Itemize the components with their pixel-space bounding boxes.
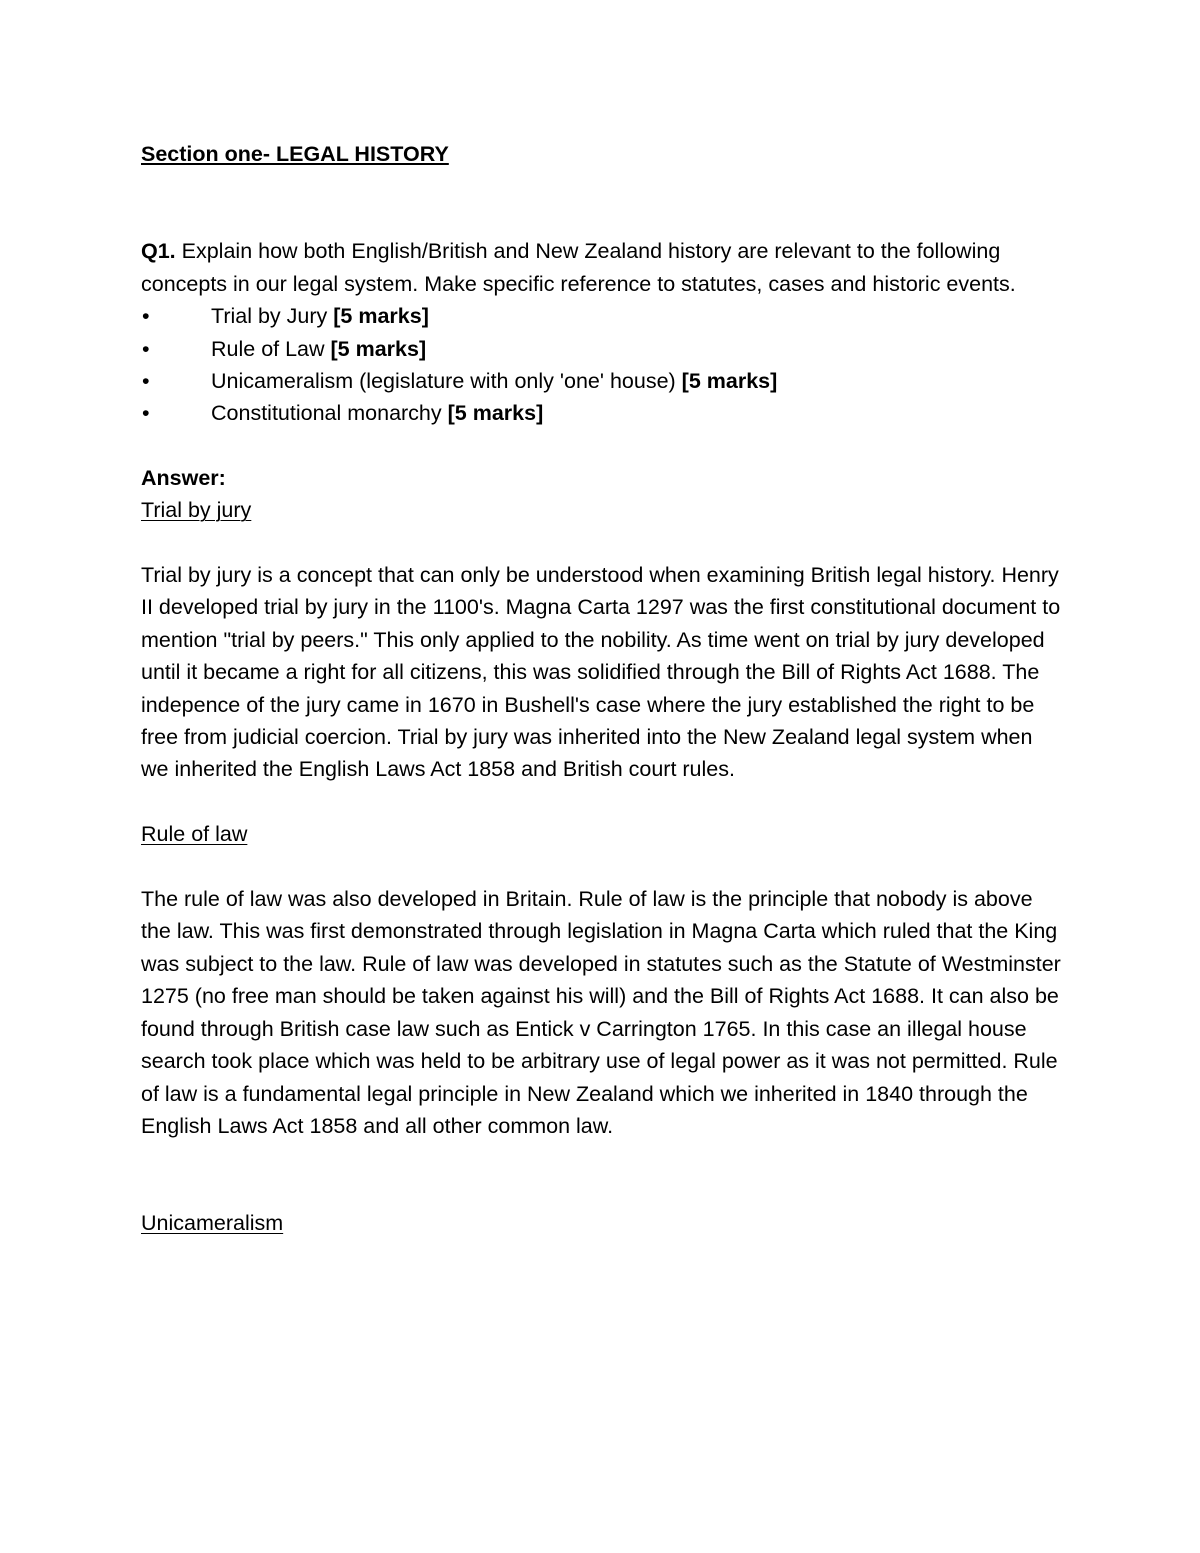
bullet-glyph: • — [142, 336, 150, 361]
document-page — [141, 138, 1061, 1240]
bullet-glyph: • — [142, 369, 150, 394]
bullet-glyph: • — [142, 401, 150, 426]
bullet-glyph: • — [142, 304, 150, 329]
trial-by-jury-paragraph: Trial by jury is a concept that can only be understood when examining British legal history. Henry II developed trial by jury in the 1100's. Magna Carta 1297 was the first constitutional document to mention "trial by peers." This only applied to the nobility. As time went on trial by jury developed until it became a right for all citizens, this was solidified through the Bill of Rights Act 1688. The indepence of the jury came in 1670 in Bushell's case where the jury established the right to be free from judicial coercion. Trial by jury was inherited into the New Zealand legal system when we inherited the English Laws Act 1858 and British court rules. — [141, 563, 1061, 782]
trial-by-jury-heading-line — [141, 494, 1061, 526]
rule-of-law-heading-line — [141, 818, 1061, 850]
bullet-text: Rule of Law — [211, 336, 331, 361]
spacer — [141, 851, 1061, 883]
answer-label: Answer: — [141, 465, 226, 490]
question-text — [141, 235, 1061, 300]
bullet-marks: [5 marks] — [333, 304, 429, 329]
trial-by-jury-heading: Trial by jury — [141, 498, 252, 523]
unicameralism-heading-line — [141, 1207, 1061, 1239]
spacer — [141, 527, 1061, 559]
bullet-item-constitutional-monarchy — [141, 397, 1061, 429]
bullet-text: Unicameralism (legislature with only 'one' house) — [211, 369, 682, 394]
question-label: Q1. — [141, 239, 176, 264]
rule-of-law-heading: Rule of law — [141, 822, 248, 847]
bullet-marks: [5 marks] — [447, 401, 544, 426]
spacer — [141, 786, 1061, 818]
bullet-item-rule-of-law — [141, 333, 1061, 365]
spacer — [141, 1142, 1061, 1207]
question-block — [141, 235, 1061, 429]
question-body: Explain how both English/British and New Zealand history are relevant to the following concepts in our legal system. Make specific reference to statutes, cases and historic events. — [141, 239, 1016, 296]
bullet-marks: [5 marks] — [681, 369, 778, 394]
bullet-marks: [5 marks] — [330, 336, 427, 361]
question-bullet-list — [141, 300, 1061, 430]
bullet-text: Constitutional monarchy — [211, 401, 448, 426]
bullet-text: Trial by Jury — [211, 304, 334, 329]
rule-of-law-paragraph: The rule of law was also developed in Britain. Rule of law is the principle that nobody is above the law. This was first demonstrated through legislation in Magna Carta which ruled that the King was subject to the law. Rule of law was developed in statutes such as the Statute of Westminster 1275 (no free man should be taken against his will) and the Bill of Rights Act 1688. It can also be found through British case law such as Entick v Carrington 1765. In this case an illegal house search took place which was held to be arbitrary use of legal power as it was not permitted. Rule of law is a fundamental legal principle in New Zealand which we inherited in 1840 through the English Laws Act 1858 and all other common law. — [141, 887, 1061, 1138]
bullet-item-unicameralism — [141, 365, 1061, 397]
unicameralism-heading: Unicameralism — [141, 1211, 284, 1236]
bullet-item-trial-by-jury — [141, 300, 1061, 332]
section-title: Section one- LEGAL HISTORY — [141, 142, 449, 166]
